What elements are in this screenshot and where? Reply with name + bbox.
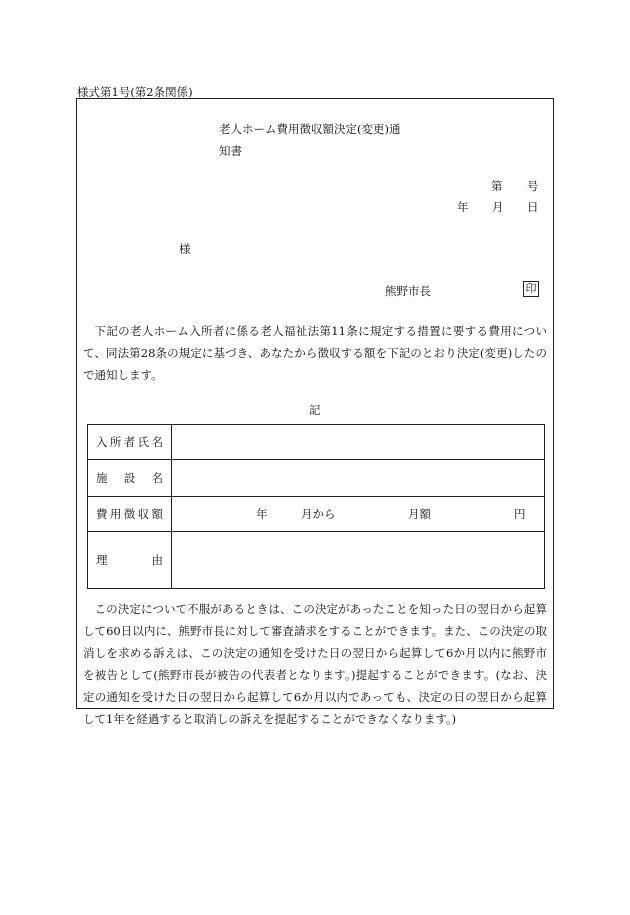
info-table <box>87 424 545 589</box>
fee-monthly: 月額 <box>408 507 431 521</box>
label-resident-name: 入 所 者 氏 名 <box>88 425 172 460</box>
table-row <box>88 425 545 460</box>
value-facility-name[interactable] <box>172 460 545 497</box>
body-paragraph: 下記の老人ホーム入所者に係る老人福祉法第11条に規定する措置に要する費用について、同法第28条の規定に基づき、あなたから徴収する額を下記のとおり決定(変更)したので通知します。 <box>83 324 547 382</box>
fee-yen: 円 <box>514 507 526 521</box>
label-facility-name: 施 設 名 <box>88 460 172 497</box>
issuer-name: 熊野市長 <box>385 284 431 298</box>
seal-mark: 印 <box>523 281 539 297</box>
number-go: 号 <box>527 179 539 193</box>
date-day: 日 <box>527 200 539 214</box>
appeal-notice-paragraph: この決定について不服があるときは、この決定があったことを知った日の翌日から起算して60日以内に、熊野市長に対して審査請求をすることができます。また、この決定の取消しを求める訴えは、この決定の通知を受けた日の翌日から起算して6か月以内に熊野市を被告として(熊野市長が被告の代表者となります。)提起することができます。(なお、決定の通知を受けた日の翌日から起算して6か月以内であっても、決定の日の翌日から起算して1年を経過すると取消しの訴えを提起することができなくなります。) <box>83 602 547 726</box>
number-dai: 第 <box>491 179 503 193</box>
date-month: 月 <box>492 200 504 214</box>
date-year: 年 <box>457 200 469 214</box>
addressee-suffix: 様 <box>179 242 191 256</box>
value-fee-amount[interactable] <box>172 497 545 532</box>
form-number-label: 様式第1号(第2条関係) <box>77 85 193 99</box>
label-fee-amount: 費 用 徴 収 額 <box>88 497 172 532</box>
table-row <box>88 497 545 532</box>
ki-heading: 記 <box>309 403 321 417</box>
label-reason: 理 由 <box>88 532 172 589</box>
table-row <box>88 532 545 589</box>
document-title-line1: 老人ホーム費用徴収額決定(変更)通 <box>219 122 401 136</box>
fee-from-month: 月から <box>301 507 336 521</box>
value-resident-name[interactable] <box>172 425 545 460</box>
document-title-line2: 知書 <box>219 144 242 158</box>
table-row <box>88 460 545 497</box>
fee-year: 年 <box>256 507 268 521</box>
value-reason[interactable] <box>172 532 545 589</box>
